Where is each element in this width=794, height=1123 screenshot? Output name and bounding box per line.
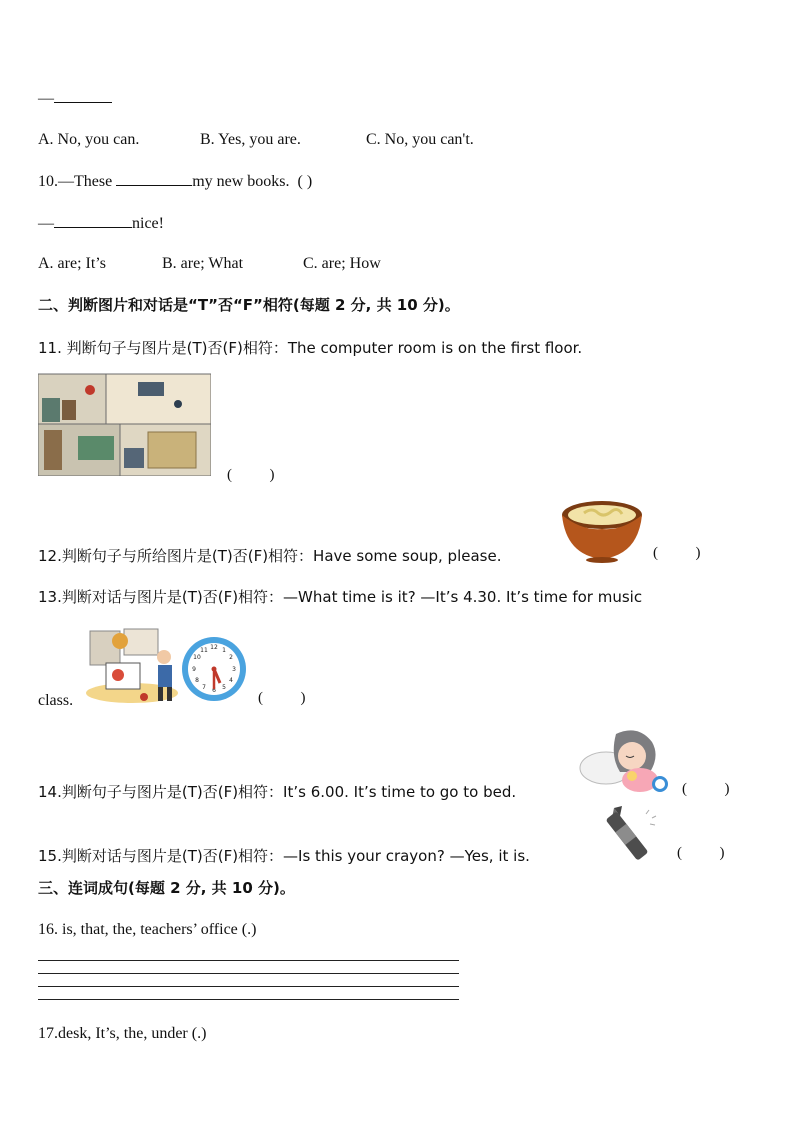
q10-option-a[interactable]: A. are; It’s [38,255,106,272]
q15-answer-paren[interactable]: ( ) [677,845,725,861]
q10-blank-2[interactable] [54,213,132,228]
q11-text: 11. 判断句子与图片是(T)否(F)相符：The computer room is on the first floor. [38,339,583,357]
q9-options [38,130,474,150]
school-building-image [38,370,211,476]
music-class-image [84,627,180,705]
answer-line-4[interactable] [38,999,459,1000]
q9-option-c[interactable]: C. No, you can't. [366,131,474,148]
svg-text:11: 11 [200,647,208,654]
answer-line-3[interactable] [38,986,459,987]
answer-line-2[interactable] [38,973,459,974]
q9-option-a[interactable]: A. No, you can. [38,131,140,148]
q16-text: 16. is, that, the, teachers’ office (.) [38,921,257,938]
q17-text: 17.desk, It’s, the, under (.) [38,1025,207,1042]
q10-option-c[interactable]: C. are; How [303,255,381,272]
svg-text:1: 1 [222,647,226,654]
svg-text:10: 10 [193,654,201,661]
q13-answer-paren[interactable]: ( ) [258,690,306,706]
q13-continuation: class. [38,692,74,709]
q15-text: 15.判断对话与图片是(T)否(F)相符：—Is this your crayon? —Yes, it is. [38,847,530,865]
q10-question [38,171,312,192]
q10-option-b[interactable]: B. are; What [162,255,244,272]
q9-answer-line [38,88,112,109]
svg-text:9: 9 [192,666,196,673]
svg-text:12: 12 [210,644,218,651]
q11-answer-paren[interactable]: ( ) [227,467,275,483]
section-3-heading: 三、连词成句(每题 2 分, 共 10 分)。 [38,879,295,897]
svg-text:2: 2 [229,654,233,661]
svg-text:8: 8 [195,677,199,684]
q10-paren[interactable]: ( ) [297,173,313,190]
section-2-heading: 二、判断图片和对话是“T”否“F”相符(每题 2 分, 共 10 分)。 [38,296,460,314]
q12-answer-paren[interactable]: ( ) [653,545,701,561]
answer-line-1[interactable] [38,960,459,961]
q10-line2-suffix: nice! [132,215,164,232]
q13-text: 13.判断对话与图片是(T)否(F)相符：—What time is it? —It’s 4.30. It’s time for music [38,588,643,606]
q10-blank-1[interactable] [116,171,192,186]
q9-dash: — [38,90,54,107]
q10-prefix: 10.—These [38,173,117,190]
q10-suffix: my new books. [192,173,290,190]
svg-text:3: 3 [232,666,236,673]
svg-text:5: 5 [222,684,226,691]
soup-bowl-image [560,499,644,563]
q10-line2 [38,213,164,234]
q14-answer-paren[interactable]: ( ) [682,781,730,797]
q14-text: 14.判断句子与图片是(T)否(F)相符：It’s 6.00. It’s time to go to bed. [38,783,517,801]
q10-line2-dash: — [38,215,54,232]
q12-text: 12.判断句子与所给图片是(T)否(F)相符：Have some soup, please. [38,547,502,565]
crayon-image [606,804,666,862]
svg-text:7: 7 [202,684,206,691]
clock-image [180,635,248,703]
svg-text:6: 6 [212,687,216,694]
q9-blank[interactable] [54,88,112,103]
svg-text:4: 4 [229,677,233,684]
sleeping-girl-image [576,722,672,796]
q9-option-b[interactable]: B. Yes, you are. [200,131,301,148]
q10-options [38,254,381,274]
